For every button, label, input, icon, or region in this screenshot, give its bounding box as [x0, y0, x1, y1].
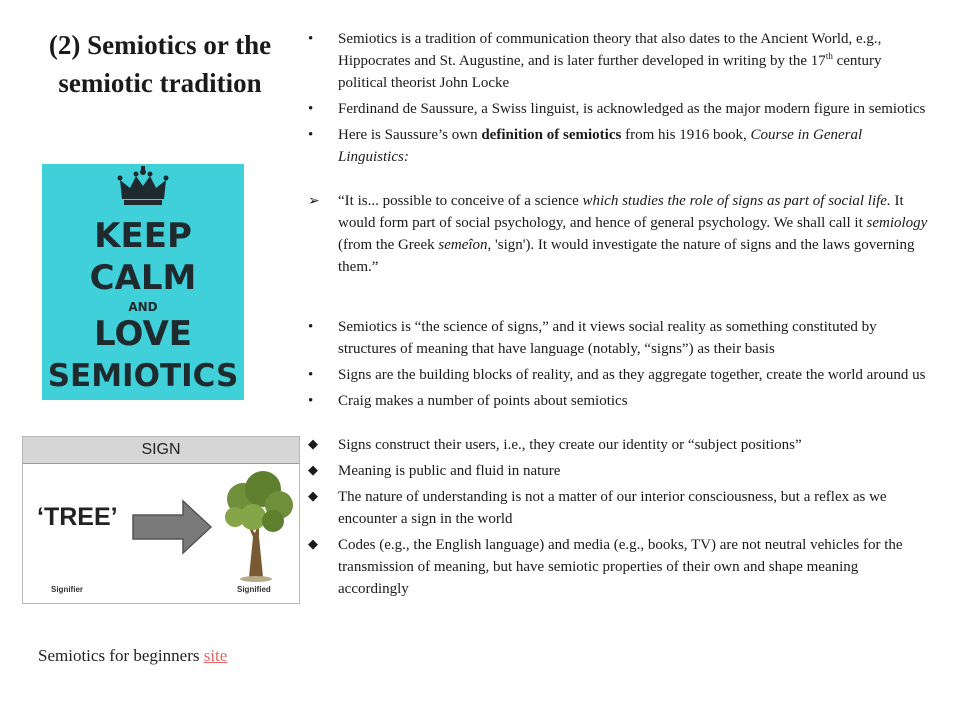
quote-text: (from the Greek — [338, 237, 439, 253]
signified-label: Signified — [237, 585, 271, 594]
signifier-label: Signifier — [51, 585, 84, 594]
diamond-item — [305, 460, 930, 482]
bullet-item — [305, 390, 930, 412]
poster-line-semiotics: SEMIOTICS — [47, 358, 239, 394]
italic-text: which studies the role of signs as part of social life. — [582, 193, 891, 209]
bullet-list — [305, 28, 930, 600]
keep-calm-poster — [42, 164, 244, 400]
bullet-text: Here is Saussure’s own — [338, 127, 482, 143]
diamond-item — [305, 486, 930, 530]
bullet-dot-icon — [308, 390, 328, 412]
quote-text: , 'sign'). It would investigate the nature of signs and the laws governing them.” — [338, 237, 915, 275]
italic-text: semiology — [866, 215, 928, 231]
sign-word: ‘TREE’ — [37, 503, 118, 531]
caption — [38, 646, 227, 666]
bullet-text: Craig makes a number of points about semiotics — [338, 393, 628, 409]
poster-line-and: AND — [128, 300, 158, 314]
italic-text: Course in General Linguistics: — [338, 127, 863, 165]
bullet-item — [305, 316, 930, 360]
bullet-dot-icon — [308, 316, 328, 338]
bullet-item — [305, 98, 930, 120]
diamond-bullet-icon: ◆ — [308, 537, 318, 552]
bullet-text: from his 1916 book, — [621, 127, 751, 143]
bullet-item — [305, 28, 930, 94]
bullet-text: Semiotics is a tradition of communication theory that also dates to the Ancient World, e.g., Hippocrates and St. Augustine, and is later further developed in writing by the 17 — [338, 31, 882, 69]
arrow-icon — [133, 501, 211, 553]
arrow-bullet-icon: ➢ — [308, 193, 320, 209]
quote-item — [305, 190, 930, 278]
diamond-item — [305, 434, 930, 456]
italic-text: semeîon — [438, 237, 488, 253]
bullet-item — [305, 364, 930, 386]
slide-title: (2) Semiotics or the semiotic tradition — [48, 30, 272, 98]
superscript: th — [825, 51, 833, 61]
bullet-text: Ferdinand de Saussure, a Swiss linguist, is acknowledged as the major modern figure in semiotics — [338, 101, 926, 117]
bullet-dot-icon — [308, 98, 328, 120]
bullet-text: The nature of understanding is not a matter of our interior consciousness, but a reflex as we encounter a sign in the world — [338, 489, 887, 527]
site-link[interactable]: site — [203, 646, 228, 665]
bullet-text: Semiotics is “the science of signs,” and it views social reality as something constituted by structures of meaning that have language (notably, “signs”) as their basis — [338, 319, 877, 357]
bold-text: definition of semiotics — [481, 127, 622, 143]
sign-diagram — [22, 436, 300, 604]
bullet-text: century political theorist John Locke — [338, 53, 882, 91]
poster-line-calm: CALM — [89, 258, 197, 298]
poster-line-keep: KEEP — [94, 216, 192, 256]
diamond-bullet-icon: ◆ — [308, 437, 318, 452]
bullet-text: Signs are the building blocks of reality, and as they aggregate together, create the world around us — [338, 367, 926, 383]
diamond-item — [305, 534, 930, 600]
sign-header: SIGN — [23, 437, 299, 464]
diamond-bullet-icon: ◆ — [308, 489, 318, 504]
bullet-text: Signs construct their users, i.e., they create our identity or “subject positions” — [338, 437, 802, 453]
tree-icon — [225, 471, 293, 582]
quote-text: It would form part of social psychology, and hence of general psychology. We shall call it — [338, 193, 904, 231]
diamond-bullet-icon: ◆ — [308, 463, 318, 478]
caption-text: Semiotics for beginners — [38, 646, 200, 665]
bullet-text: Meaning is public and fluid in nature — [338, 463, 561, 479]
quote-text: “It is... possible to conceive of a science — [338, 193, 583, 209]
bullet-item — [305, 124, 930, 168]
poster-line-love: LOVE — [94, 314, 192, 354]
bullet-dot-icon — [308, 124, 328, 146]
bullet-dot-icon — [308, 364, 328, 386]
bullet-dot-icon — [308, 28, 328, 50]
bullet-text: Codes (e.g., the English language) and media (e.g., books, TV) are not neutral vehicles for the transmission of meaning, but have semiotic properties of their own and shape meaning accordingly — [338, 537, 903, 597]
